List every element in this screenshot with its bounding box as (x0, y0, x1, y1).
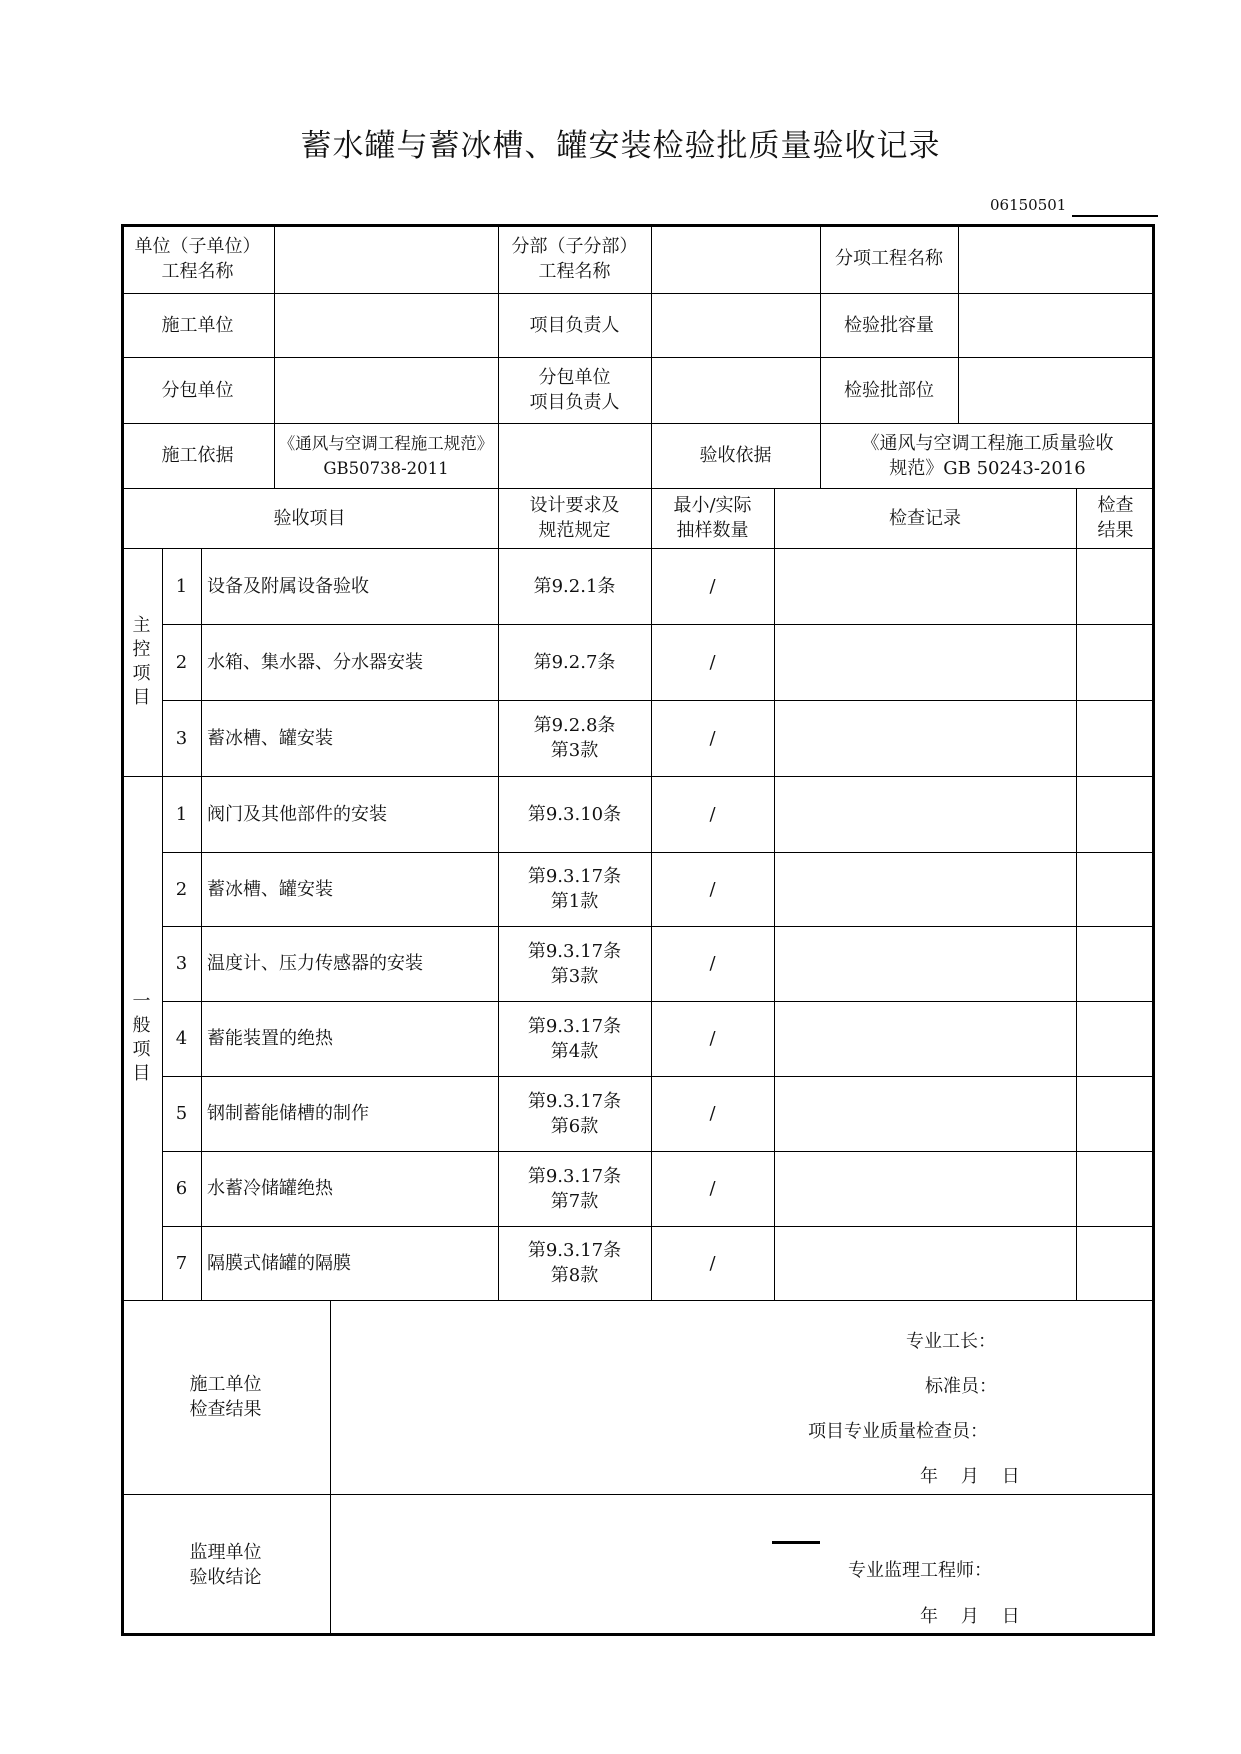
row-spec: 第9.3.17条 第8款 (527, 1240, 622, 1286)
row-sample: / (709, 1028, 716, 1049)
col-header-result: 检查 结果 (1097, 495, 1134, 541)
batch-capacity-value[interactable] (958, 293, 1155, 357)
row-number: 3 (175, 953, 188, 974)
row-item-name: 水箱、集水器、分水器安装 (207, 651, 423, 673)
row-sample: / (709, 878, 716, 900)
subcontractor-label: 分包单位 (161, 379, 234, 401)
supervision-engineer-signature-label: 专业监理工程师： (848, 1560, 992, 1581)
subcontractor-manager-value[interactable] (651, 357, 820, 423)
basis-value: 《通风与空调工程施工规范》GB50738-2011 (278, 433, 494, 478)
row-result[interactable] (1076, 1076, 1155, 1151)
row-result[interactable] (1076, 776, 1155, 852)
row-number: 1 (175, 575, 188, 597)
row-number: 1 (175, 803, 188, 825)
row-sample: / (709, 1178, 716, 1199)
row-item-name: 蓄冰槽、罐安装 (207, 727, 333, 749)
row-sample: / (709, 727, 716, 749)
row-spec: 第9.3.17条 第6款 (527, 1090, 622, 1137)
construction-unit-label: 施工单位 (161, 314, 234, 336)
acceptance-basis-label: 验收依据 (699, 445, 772, 466)
row-item-name: 阀门及其他部件的安装 (207, 803, 387, 825)
col-line (330, 1300, 331, 1636)
construction-check-label: 施工单位 检查结果 (189, 1374, 262, 1420)
quality-inspector-signature-label: 项目专业质量检查员： (808, 1421, 988, 1442)
row-result[interactable] (1076, 548, 1155, 624)
row-result[interactable] (1076, 1226, 1155, 1300)
unit-name-label: 单位（子单位） 工程名称 (134, 235, 261, 282)
col-header-record: 检查记录 (889, 507, 961, 529)
row-item-name: 水蓄冷储罐绝热 (207, 1178, 333, 1199)
subcontractor-value[interactable] (274, 357, 498, 423)
unit-name-value[interactable] (274, 224, 498, 293)
supervision-date: 年 月 日 (920, 1606, 1020, 1627)
row-record[interactable] (774, 1001, 1076, 1076)
row-item-name: 蓄能装置的绝热 (207, 1028, 333, 1049)
signature-dash (772, 1541, 820, 1544)
row-spec: 第9.2.7条 (533, 651, 616, 673)
row-spec: 第9.3.17条 第3款 (527, 940, 622, 987)
row-spec: 第9.2.8条 第3款 (533, 715, 616, 761)
row-record[interactable] (774, 548, 1076, 624)
row-result[interactable] (1076, 852, 1155, 926)
row-record[interactable] (774, 776, 1076, 852)
division-label: 分部（子分部） 工程名称 (511, 235, 638, 282)
row-sample: / (709, 1252, 716, 1274)
row-result[interactable] (1076, 926, 1155, 1001)
row-sample: / (709, 651, 716, 673)
subcontractor-manager-label: 分包单位 项目负责人 (529, 367, 620, 413)
foreman-signature-label: 专业工长： (906, 1331, 996, 1352)
construction-date: 年 月 日 (920, 1466, 1020, 1487)
row-record[interactable] (774, 1151, 1076, 1226)
row-result[interactable] (1076, 1001, 1155, 1076)
general-group-label: 一 般 项 目 (132, 991, 151, 1084)
basis-label: 施工依据 (161, 445, 234, 466)
row-record[interactable] (774, 1076, 1076, 1151)
row-number: 7 (175, 1252, 188, 1274)
row-record[interactable] (774, 1226, 1076, 1300)
row-item-name: 钢制蓄能储槽的制作 (207, 1103, 369, 1124)
col-header-item: 验收项目 (273, 507, 346, 529)
page-title: 蓄水罐与蓄冰槽、罐安装检验批质量验收记录 (300, 128, 941, 164)
row-item-name: 温度计、压力传感器的安装 (207, 953, 423, 974)
row-sample: / (709, 1103, 716, 1124)
supervision-label: 监理单位 验收结论 (189, 1542, 262, 1588)
row-item-name: 蓄冰槽、罐安装 (207, 878, 333, 900)
form-code-underline (1072, 215, 1158, 217)
row-sample: / (709, 803, 716, 825)
project-manager-label: 项目负责人 (529, 314, 620, 336)
row-record[interactable] (774, 624, 1076, 700)
division-value[interactable] (651, 224, 820, 293)
subitem-label: 分项工程名称 (835, 248, 943, 269)
subitem-value[interactable] (958, 224, 1155, 293)
row-spec: 第9.2.1条 (533, 575, 616, 597)
row-spec: 第9.3.17条 第7款 (527, 1165, 622, 1212)
row-item-name: 设备及附属设备验收 (207, 575, 369, 597)
batch-location-value[interactable] (958, 357, 1155, 423)
row-sample: / (709, 953, 716, 974)
row-number: 3 (175, 727, 188, 749)
form-code: 06150501 (990, 196, 1067, 214)
acceptance-basis-value: 《通风与空调工程施工质量验收 规范》GB 50243-2016 (861, 432, 1114, 479)
batch-capacity-label: 检验批容量 (844, 314, 934, 336)
row-result[interactable] (1076, 1151, 1155, 1226)
project-manager-value[interactable] (651, 293, 820, 357)
row-record[interactable] (774, 700, 1076, 776)
standard-officer-signature-label: 标准员： (925, 1376, 997, 1397)
row-number: 5 (175, 1103, 188, 1124)
row-result[interactable] (1076, 624, 1155, 700)
row-item-name: 隔膜式储罐的隔膜 (207, 1252, 351, 1274)
main-control-group-label: 主 控 项 目 (132, 615, 151, 708)
row-sample: / (709, 575, 716, 597)
batch-location-label: 检验批部位 (844, 379, 934, 401)
row-result[interactable] (1076, 700, 1155, 776)
col-header-spec: 设计要求及 规范规定 (529, 495, 620, 541)
row-record[interactable] (774, 926, 1076, 1001)
row-number: 2 (175, 878, 188, 900)
row-spec: 第9.3.17条 第4款 (527, 1015, 622, 1062)
row-record[interactable] (774, 852, 1076, 926)
col-header-sample: 最小/实际 抽样数量 (673, 495, 752, 541)
row-number: 6 (175, 1178, 188, 1199)
row-spec: 第9.3.10条 (527, 803, 622, 825)
row-spec: 第9.3.17条 第1款 (527, 866, 622, 912)
construction-unit-value[interactable] (274, 293, 498, 357)
row-number: 4 (175, 1028, 188, 1049)
row-number: 2 (175, 651, 188, 673)
